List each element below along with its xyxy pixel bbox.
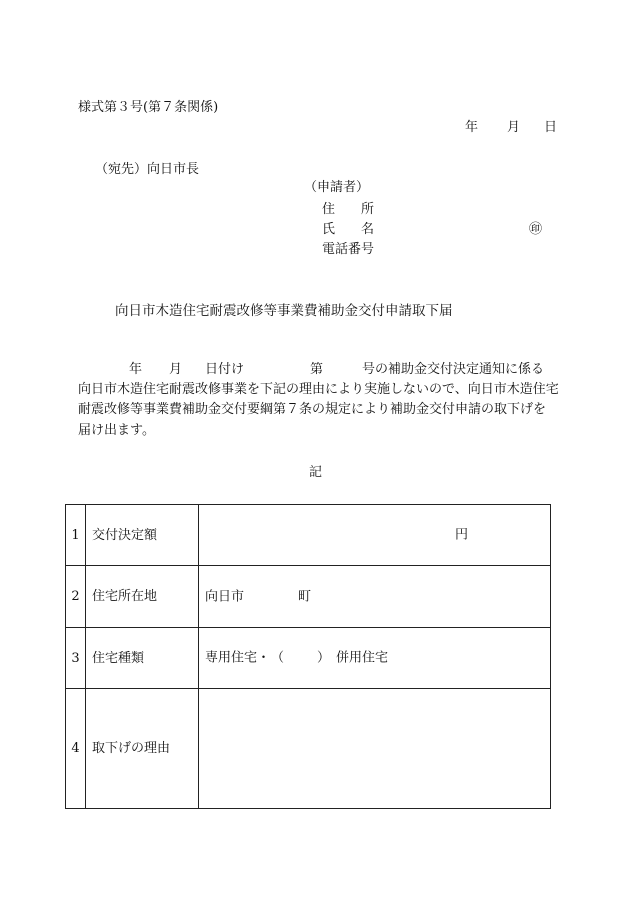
- paren-close: ）: [317, 650, 331, 666]
- city-name: 向日市: [205, 589, 245, 604]
- details-table: [65, 504, 551, 809]
- document-title: 向日市木造住宅耐震改修等事業費補助金交付申請取下届: [115, 303, 453, 319]
- table-row: [66, 505, 551, 566]
- record-heading: 記: [309, 465, 323, 480]
- applicant-phone-label: 電話番号: [322, 242, 375, 257]
- option-mixed-residence: 併用住宅: [336, 650, 389, 666]
- house-type-cell: [199, 628, 551, 689]
- applicant-heading: （申請者）: [304, 180, 370, 195]
- date-month-label: 月: [507, 120, 521, 135]
- row-label-withdrawal-reason: 取下げの理由: [86, 689, 199, 809]
- row-number: 3: [66, 628, 86, 689]
- table-row: [66, 566, 551, 628]
- body-line2: 向日市木造住宅耐震改修事業を下記の理由により実施しないので、向日市木造住宅: [78, 382, 559, 397]
- town-suffix: 町: [298, 589, 312, 604]
- date-year-label: 年: [465, 120, 479, 135]
- addressee: （宛先）向日市長: [95, 162, 200, 177]
- body-line1-number-prefix: 第: [310, 362, 324, 377]
- withdrawal-reason-cell: [199, 689, 551, 809]
- option-exclusive-residence: 専用住宅・: [205, 650, 271, 666]
- paren-open: （: [271, 650, 285, 666]
- body-line3: 耐震改修等事業費補助金交付要綱第７条の規定により補助金交付申請の取下げを: [78, 402, 547, 417]
- applicant-name-label: 氏 名: [322, 222, 375, 237]
- body-line4: 届け出ます。: [78, 423, 155, 438]
- yen-unit: 円: [455, 527, 469, 543]
- body-line1-dated: 日付け: [205, 362, 245, 377]
- body-line1-rest: 号の補助金交付決定通知に係る: [362, 362, 545, 377]
- grant-amount-cell: [199, 505, 551, 566]
- form-number: 様式第３号(第７条関係): [78, 100, 219, 115]
- seal-mark: ㊞: [529, 222, 543, 237]
- table-row: [66, 628, 551, 689]
- date-day-label: 日: [544, 120, 558, 135]
- row-number: 2: [66, 566, 86, 628]
- body-line1-year: 年: [129, 362, 143, 377]
- house-location-cell: [199, 566, 551, 628]
- body-line1-month: 月: [169, 362, 183, 377]
- row-label-house-location: 住宅所在地: [86, 566, 199, 628]
- row-number: 1: [66, 505, 86, 566]
- table-row: [66, 689, 551, 809]
- row-label-house-type: 住宅種類: [86, 628, 199, 689]
- applicant-address-label: 住 所: [322, 202, 375, 217]
- row-number: 4: [66, 689, 86, 809]
- row-label-grant-amount: 交付決定額: [86, 505, 199, 566]
